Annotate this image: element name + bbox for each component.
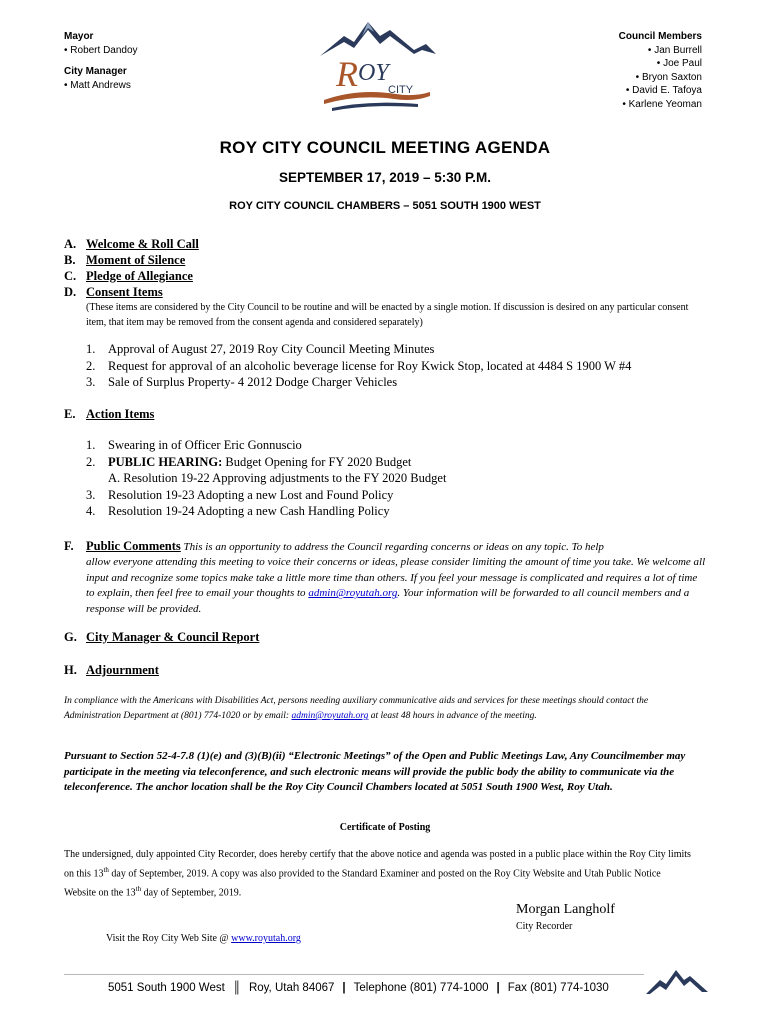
item-text: Request for approval of an alcoholic beverage license for Roy Kwick Stop, located at 4484 S 1900 W #4 (108, 358, 632, 373)
public-comments-intro: This is an opportunity to address the Council regarding concerns or ideas on any topic. To help (180, 541, 604, 553)
mayor-name: • Robert Dandoy (64, 44, 138, 56)
item-letter: C. (64, 269, 77, 283)
manager-heading: City Manager (64, 66, 127, 78)
ada-text: In compliance with the Americans with Disabilities Act, persons needing auxiliary communicative aids and services for these meetings should contact the Administration Department at (801) 774-1020 or by email: (64, 696, 649, 721)
footer-separator: | (496, 982, 500, 994)
ada-text-end: at least 48 hours in advance of the meeting. (368, 711, 537, 721)
certificate-text (64, 848, 694, 901)
council-member: • Jan Burrell (647, 44, 702, 56)
footer-city: Roy, Utah 84067 (248, 982, 335, 994)
ada-notice (64, 694, 694, 724)
section-label: Action Items (86, 407, 155, 421)
svg-text:R: R (336, 54, 358, 94)
list-item (86, 503, 446, 520)
admin-email-link[interactable]: admin@royutah.org (308, 587, 398, 600)
section-adjournment (64, 663, 159, 678)
consent-note: (These items are considered by the City Council to be routine and will be enacted by a single motion. If discussion is desired on any particular consent item, that item may be removed from the consent agenda and considered separately) (86, 302, 689, 328)
footer-divider (64, 974, 644, 975)
list-item (64, 236, 199, 252)
footer-phone: Telephone (801) 774-1000 (353, 982, 489, 994)
item-text: Resolution 19-24 Adopting a new Cash Handling Policy (108, 504, 390, 519)
cert-text-3: day of September, 2019. (141, 887, 242, 899)
council-heading: Council Members (618, 31, 702, 42)
header-officials-left (64, 30, 138, 92)
council-member: • Karlene Yeoman (622, 98, 702, 110)
cert-sup-2: th (135, 884, 142, 893)
council-member: • Bryon Saxton (635, 71, 702, 83)
section-letter: E. (64, 407, 76, 421)
list-item (86, 341, 631, 358)
footer-separator: ║ (232, 982, 241, 994)
list-item (86, 374, 631, 391)
opening-items (64, 236, 199, 300)
public-comments-body: allow everyone attending this meeting to voice their concerns or ideas, please consider limiting the amount of time you take. We welcome all input and recognize some topics make take a little more time than others. If you feel your message is complicated and requires a lot of time to explain, then feel free to email your thoughts to (86, 556, 706, 600)
website-label: Visit the Roy City Web Site @ (106, 933, 232, 944)
website-link[interactable]: www.royutah.org (231, 933, 301, 944)
council-member: • Joe Paul (656, 58, 702, 70)
header-council-right (619, 30, 702, 112)
footer-fax: Fax (801) 774-1030 (507, 982, 609, 994)
item-number: 2. (86, 454, 96, 469)
section-action-items (64, 407, 154, 422)
public-comments-end: . Your information will be forwarded to all council members and a response will be provided. (86, 587, 690, 615)
item-label: Consent Items (86, 285, 163, 299)
mayor-heading: Mayor (64, 31, 94, 42)
cert-text-2: day of September, 2019. A copy was also provided to the Standard Examiner and posted on the Roy City Website and Utah Public Notice Website on the 13 (64, 868, 661, 899)
cert-sup-1: th (103, 865, 109, 874)
section-label: Public Comments (86, 539, 181, 553)
item-text: Resolution 19-23 Adopting a new Lost and Found Policy (108, 487, 394, 502)
electronic-meetings-notice: Pursuant to Section 52-4-7.8 (1)(e) and (3)(B)(ii) “Electronic Meetings” of the Open and Public Meetings Law, Any Councilmember may participate in the meeting via teleconference, and such electronic means will provide the public body the ability to communicate via the teleconference. The anchor location shall be the Roy City Council Chambers located at 5051 South 1900 West, Roy Utah. (64, 750, 686, 793)
item-number: 4. (86, 504, 96, 519)
item-number: 3. (86, 375, 96, 390)
item-letter: B. (64, 253, 76, 267)
svg-text:OY: OY (358, 60, 389, 86)
agenda-title: ROY CITY COUNCIL MEETING AGENDA (219, 138, 551, 157)
item-label: Welcome & Roll Call (86, 237, 199, 251)
meeting-location: ROY CITY COUNCIL CHAMBERS – 5051 SOUTH 1900 WEST (229, 200, 541, 212)
footer-mountain-icon (646, 964, 708, 996)
item-letter: A. (64, 237, 77, 251)
item-number: 1. (86, 342, 96, 356)
item-text: Budget Opening for FY 2020 Budget (222, 454, 412, 469)
logo-sub-text: CITY (388, 84, 414, 96)
item-letter: D. (64, 285, 77, 299)
footer-separator: | (342, 982, 346, 994)
list-item (64, 268, 199, 284)
section-label: Adjournment (86, 663, 159, 677)
section-letter: F. (64, 539, 74, 553)
list-item (64, 284, 199, 300)
manager-name: • Matt Andrews (64, 79, 131, 91)
list-item (86, 358, 631, 375)
item-text: Approval of August 27, 2019 Roy City Council Meeting Minutes (108, 342, 435, 356)
list-item (86, 437, 446, 454)
section-letter: G. (64, 630, 77, 644)
list-item (86, 454, 446, 471)
certificate-title: Certificate of Posting (339, 822, 431, 833)
recorder-title: City Recorder (516, 921, 573, 932)
section-label: City Manager & Council Report (86, 630, 260, 644)
meeting-date: SEPTEMBER 17, 2019 – 5:30 P.M. (278, 170, 492, 185)
item-text: Swearing in of Officer Eric Gonnuscio (108, 438, 302, 452)
mountain-logo-icon (318, 14, 438, 114)
item-label: Pledge of Allegiance (86, 269, 193, 283)
section-letter: H. (64, 663, 77, 677)
list-subitem: A. Resolution 19-22 Approving adjustments to the FY 2020 Budget (108, 471, 447, 486)
item-number: 1. (86, 438, 96, 452)
cert-text-1: The undersigned, duly appointed City Recorder, does hereby certify that the above notice and agenda was posted in a public place within the Roy City limits on this 13 (64, 849, 691, 880)
footer-contact (108, 982, 609, 994)
recorder-name: Morgan Langholf (516, 902, 615, 917)
consent-items (86, 341, 631, 391)
roy-city-logo (318, 14, 438, 114)
website-line (106, 933, 301, 944)
list-item (86, 487, 446, 504)
item-text: Sale of Surplus Property- 4 2012 Dodge Charger Vehicles (108, 375, 398, 390)
public-comments-text (86, 555, 706, 617)
item-number: 3. (86, 487, 96, 502)
item-number: 2. (86, 358, 96, 373)
ada-email-link[interactable]: admin@royutah.org (291, 711, 369, 721)
list-item (64, 252, 199, 268)
public-hearing-label: PUBLIC HEARING: (108, 454, 223, 469)
footer-address: 5051 South 1900 West (108, 982, 225, 994)
action-items (86, 437, 446, 520)
item-label: Moment of Silence (86, 253, 186, 267)
section-public-comments (64, 539, 604, 554)
section-report (64, 630, 259, 645)
council-member: • David E. Tafoya (625, 85, 702, 97)
